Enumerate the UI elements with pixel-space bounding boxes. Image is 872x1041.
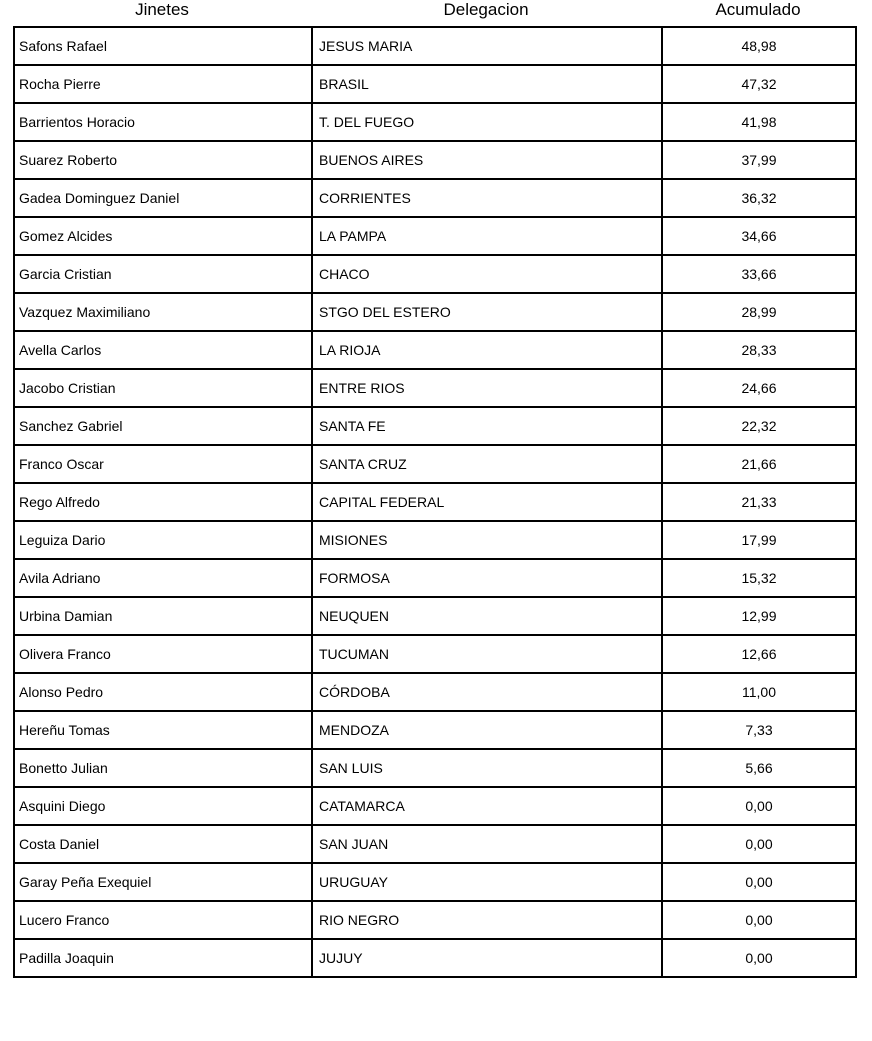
delegacion-cell: SAN JUAN xyxy=(312,825,662,863)
acumulado-cell: 28,33 xyxy=(662,331,856,369)
jinete-cell: Avella Carlos xyxy=(14,331,312,369)
table-row xyxy=(14,65,856,103)
delegacion-cell: LA RIOJA xyxy=(312,331,662,369)
acumulado-cell: 48,98 xyxy=(662,27,856,65)
delegacion-cell: CORRIENTES xyxy=(312,179,662,217)
table-row xyxy=(14,179,856,217)
table-row xyxy=(14,673,856,711)
table-header xyxy=(13,0,855,22)
acumulado-cell: 0,00 xyxy=(662,901,856,939)
table-row xyxy=(14,255,856,293)
table-row xyxy=(14,711,856,749)
delegacion-cell: SAN LUIS xyxy=(312,749,662,787)
table-row xyxy=(14,521,856,559)
delegacion-cell: STGO DEL ESTERO xyxy=(312,293,662,331)
jinete-cell: Bonetto Julian xyxy=(14,749,312,787)
jinete-cell: Garcia Cristian xyxy=(14,255,312,293)
jinete-cell: Olivera Franco xyxy=(14,635,312,673)
jinete-cell: Rego Alfredo xyxy=(14,483,312,521)
delegacion-cell: JESUS MARIA xyxy=(312,27,662,65)
acumulado-cell: 36,32 xyxy=(662,179,856,217)
standings-table xyxy=(13,26,857,978)
delegacion-cell: MISIONES xyxy=(312,521,662,559)
table-row xyxy=(14,217,856,255)
jinete-cell: Costa Daniel xyxy=(14,825,312,863)
table-row xyxy=(14,483,856,521)
table-row xyxy=(14,407,856,445)
jinete-cell: Padilla Joaquin xyxy=(14,939,312,977)
table-row xyxy=(14,559,856,597)
acumulado-cell: 17,99 xyxy=(662,521,856,559)
jinete-cell: Alonso Pedro xyxy=(14,673,312,711)
jinete-cell: Jacobo Cristian xyxy=(14,369,312,407)
table-row xyxy=(14,597,856,635)
jinete-cell: Asquini Diego xyxy=(14,787,312,825)
acumulado-cell: 0,00 xyxy=(662,825,856,863)
jinete-cell: Urbina Damian xyxy=(14,597,312,635)
table-row xyxy=(14,27,856,65)
table-row xyxy=(14,939,856,977)
jinete-cell: Lucero Franco xyxy=(14,901,312,939)
jinete-cell: Gadea Dominguez Daniel xyxy=(14,179,312,217)
delegacion-cell: URUGUAY xyxy=(312,863,662,901)
delegacion-cell: NEUQUEN xyxy=(312,597,662,635)
table-row xyxy=(14,293,856,331)
acumulado-cell: 41,98 xyxy=(662,103,856,141)
delegacion-cell: RIO NEGRO xyxy=(312,901,662,939)
table-row xyxy=(14,103,856,141)
acumulado-cell: 0,00 xyxy=(662,863,856,901)
table-row xyxy=(14,901,856,939)
column-header-jinetes: Jinetes xyxy=(135,0,189,19)
acumulado-cell: 34,66 xyxy=(662,217,856,255)
delegacion-cell: FORMOSA xyxy=(312,559,662,597)
acumulado-cell: 0,00 xyxy=(662,787,856,825)
jinete-cell: Leguiza Dario xyxy=(14,521,312,559)
acumulado-cell: 12,99 xyxy=(662,597,856,635)
column-header-acumulado: Acumulado xyxy=(715,0,801,19)
delegacion-cell: JUJUY xyxy=(312,939,662,977)
acumulado-cell: 21,66 xyxy=(662,445,856,483)
acumulado-cell: 22,32 xyxy=(662,407,856,445)
jinete-cell: Vazquez Maximiliano xyxy=(14,293,312,331)
delegacion-cell: CÓRDOBA xyxy=(312,673,662,711)
jinete-cell: Suarez Roberto xyxy=(14,141,312,179)
table-row xyxy=(14,331,856,369)
jinete-cell: Sanchez Gabriel xyxy=(14,407,312,445)
acumulado-cell: 21,33 xyxy=(662,483,856,521)
delegacion-cell: TUCUMAN xyxy=(312,635,662,673)
jinete-cell: Barrientos Horacio xyxy=(14,103,312,141)
jinete-cell: Franco Oscar xyxy=(14,445,312,483)
acumulado-cell: 11,00 xyxy=(662,673,856,711)
delegacion-cell: SANTA FE xyxy=(312,407,662,445)
table-row xyxy=(14,825,856,863)
table-row xyxy=(14,369,856,407)
delegacion-cell: BRASIL xyxy=(312,65,662,103)
table-row xyxy=(14,749,856,787)
delegacion-cell: T. DEL FUEGO xyxy=(312,103,662,141)
table-row xyxy=(14,141,856,179)
delegacion-cell: SANTA CRUZ xyxy=(312,445,662,483)
column-header-delegacion: Delegacion xyxy=(443,0,529,19)
table-row xyxy=(14,635,856,673)
standings-table-body xyxy=(14,27,856,977)
jinete-cell: Safons Rafael xyxy=(14,27,312,65)
acumulado-cell: 47,32 xyxy=(662,65,856,103)
acumulado-cell: 7,33 xyxy=(662,711,856,749)
table-row xyxy=(14,863,856,901)
acumulado-cell: 33,66 xyxy=(662,255,856,293)
acumulado-cell: 0,00 xyxy=(662,939,856,977)
acumulado-cell: 24,66 xyxy=(662,369,856,407)
delegacion-cell: CATAMARCA xyxy=(312,787,662,825)
delegacion-cell: ENTRE RIOS xyxy=(312,369,662,407)
jinete-cell: Gomez Alcides xyxy=(14,217,312,255)
delegacion-cell: BUENOS AIRES xyxy=(312,141,662,179)
acumulado-cell: 37,99 xyxy=(662,141,856,179)
acumulado-cell: 15,32 xyxy=(662,559,856,597)
jinete-cell: Avila Adriano xyxy=(14,559,312,597)
delegacion-cell: CHACO xyxy=(312,255,662,293)
jinete-cell: Rocha Pierre xyxy=(14,65,312,103)
acumulado-cell: 5,66 xyxy=(662,749,856,787)
acumulado-cell: 12,66 xyxy=(662,635,856,673)
table-row xyxy=(14,445,856,483)
delegacion-cell: MENDOZA xyxy=(312,711,662,749)
delegacion-cell: CAPITAL FEDERAL xyxy=(312,483,662,521)
jinete-cell: Garay Peña Exequiel xyxy=(14,863,312,901)
acumulado-cell: 28,99 xyxy=(662,293,856,331)
table-row xyxy=(14,787,856,825)
delegacion-cell: LA PAMPA xyxy=(312,217,662,255)
jinete-cell: Hereñu Tomas xyxy=(14,711,312,749)
